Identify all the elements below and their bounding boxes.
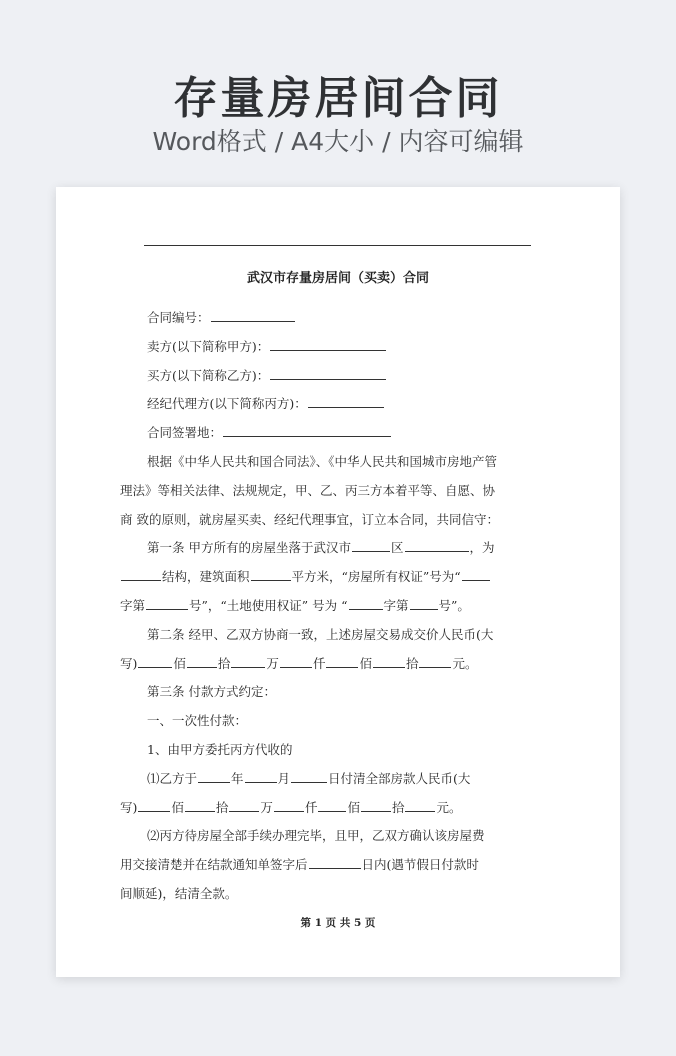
article2-text-e: 万 <box>266 655 279 671</box>
article2-text-h: 拾 <box>405 655 419 671</box>
blank <box>373 653 405 668</box>
document-page <box>56 187 620 977</box>
p1-text-k: 拾 <box>391 799 405 815</box>
article3-title-text: 第三条 付款方式约定： <box>147 684 276 700</box>
article2-line-2 <box>120 650 531 679</box>
article1-line-3 <box>120 592 531 621</box>
p1-text-f: 佰 <box>171 799 184 815</box>
article2-text-g: 佰 <box>359 655 372 671</box>
buyer-blank <box>270 365 386 380</box>
blank <box>361 797 391 812</box>
blank <box>146 595 188 610</box>
page-indicator: 第 1 页 共 5 页 <box>300 917 376 929</box>
document-title: 武汉市存量房居间（买卖）合同 <box>246 271 429 286</box>
article3-item1 <box>147 736 531 765</box>
article2-text-a: 第二条 经甲、乙双方协商一致，上述房屋交易成交价人民币(大 <box>147 626 494 642</box>
blank <box>251 566 291 581</box>
field-seller <box>147 333 531 362</box>
article2-text-b: 写) <box>120 655 138 671</box>
article1-text-h: 字第 <box>383 597 409 613</box>
article1-text-d: 结构，建筑面积 <box>162 569 250 585</box>
preamble-line-3 <box>120 506 531 535</box>
buyer-label: 买方(以下简称乙方)： <box>147 367 270 383</box>
article3-title <box>147 678 531 707</box>
p2-text-b: 用交接清楚并在结款通知单签字后 <box>120 857 308 873</box>
seller-blank <box>270 336 386 351</box>
article2-text-c: 佰 <box>173 655 186 671</box>
blank <box>419 653 451 668</box>
p1-text-g: 拾 <box>215 799 229 815</box>
article3-p2-line-2 <box>120 851 531 880</box>
blank <box>462 566 490 581</box>
preamble-line-1 <box>147 448 531 477</box>
blank <box>352 537 390 552</box>
contract-no-blank <box>211 307 295 322</box>
blank <box>138 653 172 668</box>
field-sign-place <box>147 419 531 448</box>
blank <box>405 797 435 812</box>
article2-text-d: 拾 <box>217 655 231 671</box>
sign-place-blank <box>223 422 391 437</box>
blank <box>326 653 358 668</box>
p1-text-h: 万 <box>260 799 273 815</box>
field-agent <box>147 390 531 419</box>
sign-place-label: 合同签署地： <box>147 425 223 441</box>
article1-line-2 <box>120 563 531 592</box>
article1-text-g: 号”，“土地使用权证” 号为 “ <box>189 597 348 613</box>
contract-no-label: 合同编号： <box>147 310 210 325</box>
article3-p2-line-1 <box>147 822 531 851</box>
blank <box>280 653 312 668</box>
article1-text-a: 第一条 甲方所有的房屋坐落于武汉市 <box>147 540 351 556</box>
blank <box>291 768 327 783</box>
field-buyer <box>147 362 531 391</box>
hero-title: 存量房居间合同 <box>173 73 503 124</box>
blank <box>121 566 161 581</box>
p1-text-a: ⑴乙方于 <box>147 770 198 786</box>
blank <box>309 854 361 869</box>
article2-text-f: 仟 <box>312 655 326 671</box>
blank <box>410 595 438 610</box>
preamble-text-1: 根据《中华人民共和国合同法》、《中华人民共和国城市房地产管 <box>147 453 498 469</box>
blank <box>318 797 346 812</box>
blank <box>405 537 469 552</box>
p1-text-b: 年 <box>231 770 244 786</box>
article2-line-1 <box>147 621 531 650</box>
p1-text-c: 月 <box>277 770 291 786</box>
preamble-text-2: 理法》等相关法律、法规规定，甲、乙、丙三方本着平等、自愿、协 <box>120 482 496 498</box>
field-contract-no <box>147 304 531 333</box>
article1-text-e: 平方米，“房屋所有权证”号为“ <box>291 569 461 585</box>
p2-text-d: 间顺延)，结清全款。 <box>120 885 238 901</box>
document-body <box>120 304 531 909</box>
p1-text-i: 仟 <box>304 799 318 815</box>
preamble-text-3: 商 致的原则，就房屋买卖、经纪代理事宜，订立本合同，共同信守： <box>120 511 499 527</box>
agent-label: 经纪代理方(以下简称丙方)： <box>147 396 307 412</box>
hero-subtitle: Word格式 / A4大小 / 内容可编辑 <box>152 127 524 156</box>
p2-text-c: 日内(遇节假日付款时 <box>361 857 479 873</box>
article1-line-1 <box>147 534 531 563</box>
article3-one-time <box>147 707 531 736</box>
blank <box>349 595 383 610</box>
blank <box>138 797 170 812</box>
header-rule <box>144 245 531 246</box>
article3-p2-line-3 <box>120 880 531 909</box>
article1-text-c: ，为 <box>469 540 495 556</box>
seller-label: 卖方(以下简称甲方)： <box>147 338 270 354</box>
preamble-line-2 <box>120 477 531 506</box>
p1-text-l: 元。 <box>436 799 462 815</box>
p1-text-e: 写) <box>120 799 138 815</box>
p1-text-d: 日付清全部房款人民币(大 <box>328 770 471 786</box>
blank <box>245 768 277 783</box>
blank <box>187 653 217 668</box>
article3-p1-line-2 <box>120 794 531 823</box>
article1-text-b: 区 <box>390 540 404 556</box>
blank <box>274 797 304 812</box>
one-time-text: 一、一次性付款： <box>147 713 248 729</box>
p1-text-j: 佰 <box>347 799 360 815</box>
blank <box>198 768 230 783</box>
agent-blank <box>308 393 384 408</box>
article1-text-i: 号”。 <box>438 597 470 613</box>
blank <box>231 653 265 668</box>
p2-text-a: ⑵丙方待房屋全部手续办理完毕，且甲，乙双方确认该房屋费 <box>147 828 485 844</box>
article2-text-i: 元。 <box>452 655 478 671</box>
blank <box>229 797 259 812</box>
article3-p1-line-1 <box>147 765 531 794</box>
blank <box>185 797 215 812</box>
item1-text: 1、由甲方委托丙方代收的 <box>147 741 293 757</box>
article1-text-f: 字第 <box>120 597 146 613</box>
